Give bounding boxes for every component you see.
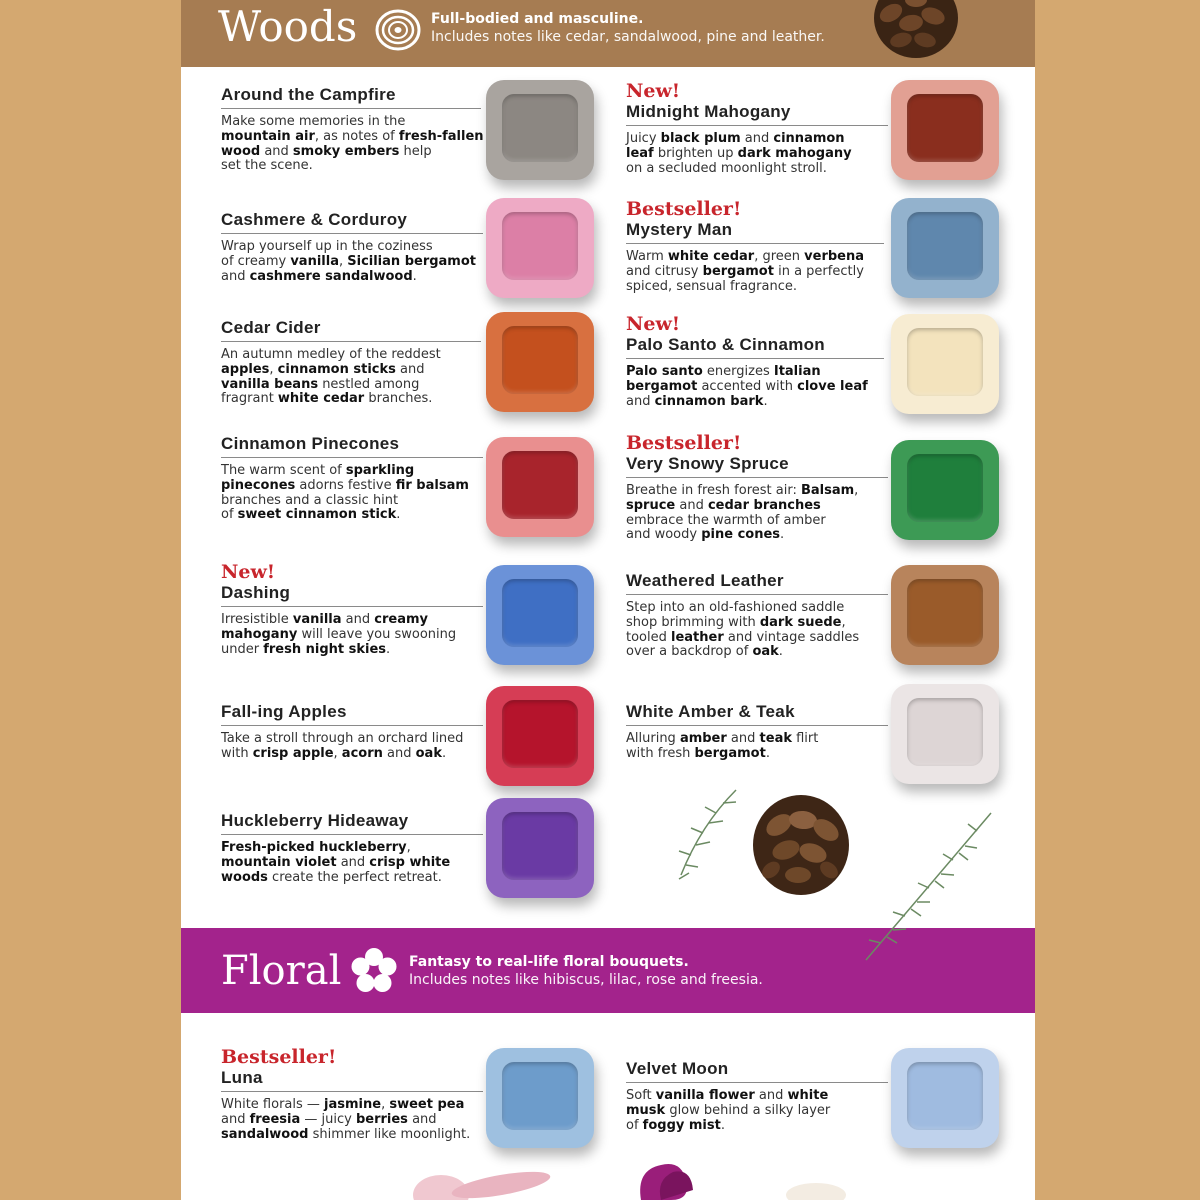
divider xyxy=(221,341,481,342)
wax-melt-swatch xyxy=(891,1048,999,1148)
scent-note: Palo santo xyxy=(626,364,703,379)
fragrance-badge: New! xyxy=(221,561,276,583)
floral-title: Floral xyxy=(221,948,342,994)
description-text: in a perfectly spiced, sensual fragrance. xyxy=(626,263,864,294)
woods-banner-text xyxy=(431,10,825,47)
scent-note: black plum xyxy=(660,131,741,146)
fragrance-name: Velvet Moon xyxy=(626,1059,729,1078)
fragrance-name: Dashing xyxy=(221,583,291,602)
wax-melt-center xyxy=(502,212,578,280)
scent-note: apples xyxy=(221,361,270,377)
description-text: . xyxy=(720,1117,725,1133)
scent-note: bergamot xyxy=(694,745,766,761)
description-text: and xyxy=(341,612,375,627)
scent-note: dark suede xyxy=(759,614,842,630)
description-text: and citrusy xyxy=(626,263,699,279)
wax-melt-center xyxy=(502,326,578,394)
divider xyxy=(626,358,884,359)
description-text: and xyxy=(221,268,246,284)
description-text: Juicy xyxy=(626,131,661,146)
description-text: . xyxy=(396,507,401,523)
wax-melt-swatch xyxy=(486,198,594,298)
divider xyxy=(626,125,888,126)
fragrance-name: Mystery Man xyxy=(626,220,733,239)
wax-melt-swatch xyxy=(486,312,594,412)
description-text: and xyxy=(400,361,425,377)
wax-melt-center xyxy=(907,94,983,162)
wax-melt-center xyxy=(907,1062,983,1130)
woods-banner xyxy=(181,0,1035,67)
description-text: and xyxy=(260,143,293,159)
scent-note: smoky embers xyxy=(292,143,400,159)
description-text: and xyxy=(221,1111,246,1127)
description-text: , xyxy=(854,483,859,498)
divider xyxy=(221,606,483,607)
flower-petals-decoration xyxy=(411,1160,851,1200)
description-text: and vintage saddles over a backdrop of xyxy=(626,629,860,660)
scent-note: pine cones xyxy=(701,527,781,543)
description-text: create the perfect retreat. xyxy=(267,869,442,885)
wax-melt-center xyxy=(502,94,578,162)
description-text: , tooled xyxy=(626,614,846,645)
scent-note: white musk xyxy=(626,1088,829,1118)
scent-note: Fresh-picked huckleberry xyxy=(221,840,407,855)
description-text: Make some memories in the xyxy=(221,114,406,129)
scent-note: cinnamon bark xyxy=(654,393,764,409)
divider xyxy=(626,594,888,595)
flower-icon xyxy=(349,946,399,996)
description-text: Breathe in fresh forest air: xyxy=(626,483,801,498)
description-text: Soft xyxy=(626,1088,656,1103)
scent-note: berries xyxy=(355,1111,408,1127)
description-text: , green xyxy=(754,249,805,264)
scent-note: vanilla flower xyxy=(655,1088,755,1103)
scent-note: teak xyxy=(759,731,792,746)
description-text: on a secluded moonlight stroll. xyxy=(626,160,827,176)
scent-note: cinnamon leaf xyxy=(626,131,845,161)
description-text: Irresistible xyxy=(221,612,293,627)
scent-note: jasmine xyxy=(324,1097,382,1112)
description-text: and xyxy=(675,497,708,513)
divider xyxy=(626,243,884,244)
description-text: , xyxy=(338,253,348,269)
scent-note: vanilla xyxy=(290,253,339,269)
description-text: brighten up xyxy=(653,145,738,161)
description-text: , xyxy=(269,361,278,377)
scent-note: vanilla xyxy=(292,612,342,627)
scent-note: vanilla beans xyxy=(221,376,319,392)
fragrance-name: Cinnamon Pinecones xyxy=(221,434,400,453)
description-text: . xyxy=(386,641,391,657)
divider xyxy=(221,725,483,726)
description-text: and xyxy=(382,745,416,761)
scent-note: cashmere sandalwood xyxy=(249,268,413,284)
scent-note: clove leaf xyxy=(797,378,868,394)
description-text: Step into an old-fashioned saddle shop brimming with xyxy=(626,600,845,630)
description-text: Wrap yourself up in the coziness of creamy xyxy=(221,239,433,269)
description-text: and xyxy=(740,131,774,146)
wax-melt-center xyxy=(502,700,578,768)
wax-melt-swatch xyxy=(486,686,594,786)
wax-melt-center xyxy=(502,1062,578,1130)
wax-melt-swatch xyxy=(891,565,999,665)
description-text: and xyxy=(626,393,651,409)
scent-note: sandalwood xyxy=(221,1126,309,1142)
description-text: embrace the warmth of amber and woody xyxy=(626,512,826,543)
fragrance-badge: New! xyxy=(626,313,681,335)
scent-note: sparkling pinecones xyxy=(221,463,415,493)
description-text: help set the scene. xyxy=(221,143,432,174)
catalog-page xyxy=(181,0,1035,1200)
scent-note: Italian bergamot xyxy=(626,364,821,394)
wax-melt-swatch xyxy=(891,314,999,414)
description-text: . xyxy=(765,745,770,761)
pine-branch-decoration xyxy=(661,785,1001,970)
fragrance-badge: Bestseller! xyxy=(221,1046,337,1068)
divider xyxy=(221,233,483,234)
fragrance-name: Luna xyxy=(221,1068,263,1087)
description-text: glow behind a silky layer of xyxy=(626,1102,831,1133)
wax-melt-swatch xyxy=(891,684,999,784)
scent-note: mountain violet xyxy=(221,854,337,870)
scent-note: amber xyxy=(679,731,727,746)
description-text: branches. xyxy=(364,391,433,407)
divider xyxy=(221,457,483,458)
description-text: Warm xyxy=(626,249,668,264)
description-text: , xyxy=(333,745,342,761)
description-text: shimmer like moonlight. xyxy=(308,1126,471,1142)
description-text: energizes xyxy=(702,364,774,379)
wax-melt-swatch xyxy=(486,80,594,180)
wax-melt-center xyxy=(502,451,578,519)
floral-tagline: Fantasy to real-life floral bouquets. xyxy=(409,954,689,970)
divider xyxy=(626,1082,888,1083)
description-text: adorns festive xyxy=(295,477,396,493)
scent-note: crisp white woods xyxy=(221,854,451,885)
scent-note: white cedar xyxy=(667,249,755,264)
wax-melt-center xyxy=(502,812,578,880)
fragrance-name: Weathered Leather xyxy=(626,571,784,590)
fragrance-name: Palo Santo & Cinnamon xyxy=(626,335,825,354)
description-text: . xyxy=(780,527,785,543)
description-text: . xyxy=(412,268,417,284)
woods-title: Woods xyxy=(218,2,358,51)
description-text: accented with xyxy=(697,378,798,394)
wax-melt-swatch xyxy=(891,198,999,298)
scent-note: freesia xyxy=(249,1111,301,1127)
wax-melt-center xyxy=(907,212,983,280)
wax-melt-center xyxy=(907,454,983,522)
description-text: flirt with fresh xyxy=(626,731,819,761)
description-text: White florals — xyxy=(221,1097,325,1112)
fragrance-badge: New! xyxy=(626,80,681,102)
description-text: . xyxy=(778,644,783,660)
description-text: , xyxy=(381,1097,390,1112)
description-text: and xyxy=(412,1111,437,1127)
divider xyxy=(221,108,481,109)
fragrance-name: Huckleberry Hideaway xyxy=(221,811,409,830)
description-text: branches and a classic hint of xyxy=(221,492,399,523)
description-text: — juicy xyxy=(300,1111,356,1127)
description-text: , xyxy=(406,840,411,855)
scent-note: spruce xyxy=(626,497,676,513)
scent-note: acorn xyxy=(341,745,383,761)
description-text: and xyxy=(754,1088,788,1103)
wood-rings-icon xyxy=(374,8,422,52)
wax-melt-center xyxy=(907,579,983,647)
scent-note: fresh night skies xyxy=(263,641,387,657)
divider xyxy=(626,725,888,726)
scent-note: dark mahogany xyxy=(737,145,852,161)
scent-note: oak xyxy=(415,745,442,761)
scent-note: crisp apple xyxy=(252,745,334,761)
scent-note: Sicilian bergamot xyxy=(347,253,476,269)
scent-note: fresh-fallen wood xyxy=(221,128,484,159)
description-text: and xyxy=(336,854,370,870)
divider xyxy=(626,477,888,478)
scent-note: Balsam xyxy=(800,483,855,498)
scent-note: leather xyxy=(671,629,724,645)
scent-note: creamy mahogany xyxy=(221,612,428,642)
description-text: will leave you swooning under xyxy=(221,626,457,657)
fragrance-name: Cedar Cider xyxy=(221,318,321,337)
scent-note: oak xyxy=(752,644,779,660)
description-text: An autumn medley of the reddest xyxy=(221,347,441,362)
woods-notes: Includes notes like cedar, sandalwood, pine and leather. xyxy=(431,29,825,45)
wax-melt-swatch xyxy=(486,798,594,898)
scent-note: bergamot xyxy=(702,263,774,279)
wax-melt-swatch xyxy=(891,440,999,540)
fragrance-badge: Bestseller! xyxy=(626,198,742,220)
fragrance-name: Cashmere & Corduroy xyxy=(221,210,408,229)
description-text: nestled among fragrant xyxy=(221,376,420,407)
wax-melt-swatch xyxy=(486,437,594,537)
description-text: . xyxy=(441,745,447,761)
scent-note: mountain air xyxy=(221,128,315,144)
fragrance-name: Very Snowy Spruce xyxy=(626,454,789,473)
scent-note: white cedar xyxy=(277,391,365,407)
fragrance-name: Fall-ing Apples xyxy=(221,702,347,721)
scent-note: cedar branches xyxy=(707,497,821,513)
wax-melt-swatch xyxy=(891,80,999,180)
fragrance-badge: Bestseller! xyxy=(626,432,742,454)
scent-note: foggy mist xyxy=(642,1117,721,1133)
wax-melt-center xyxy=(502,579,578,647)
description-text: . xyxy=(763,393,768,409)
fragrance-name: White Amber & Teak xyxy=(626,702,795,721)
scent-note: cinnamon sticks xyxy=(277,361,396,377)
scent-note: sweet pea xyxy=(389,1097,465,1112)
scent-note: sweet cinnamon stick xyxy=(237,507,397,523)
divider xyxy=(221,1091,483,1092)
floral-notes: Includes notes like hibiscus, lilac, rose and freesia. xyxy=(409,972,763,988)
fragrance-name: Midnight Mahogany xyxy=(626,102,791,121)
description-text: Alluring xyxy=(626,731,680,746)
wax-melt-swatch xyxy=(486,565,594,665)
divider xyxy=(221,834,483,835)
description-text: Take a stroll through an orchard lined with xyxy=(221,731,464,761)
wax-melt-swatch xyxy=(486,1048,594,1148)
scent-note: fir balsam xyxy=(395,477,469,493)
wax-melt-center xyxy=(907,328,983,396)
description-text: , as notes of xyxy=(314,128,399,144)
woods-tagline: Full-bodied and masculine. xyxy=(431,11,644,27)
fragrance-name: Around the Campfire xyxy=(221,85,396,104)
scent-note: verbena xyxy=(804,249,865,264)
pinecone-corner-image xyxy=(861,0,971,68)
wax-melt-center xyxy=(907,698,983,766)
description-text: and xyxy=(726,731,760,746)
description-text: The warm scent of xyxy=(221,463,346,478)
